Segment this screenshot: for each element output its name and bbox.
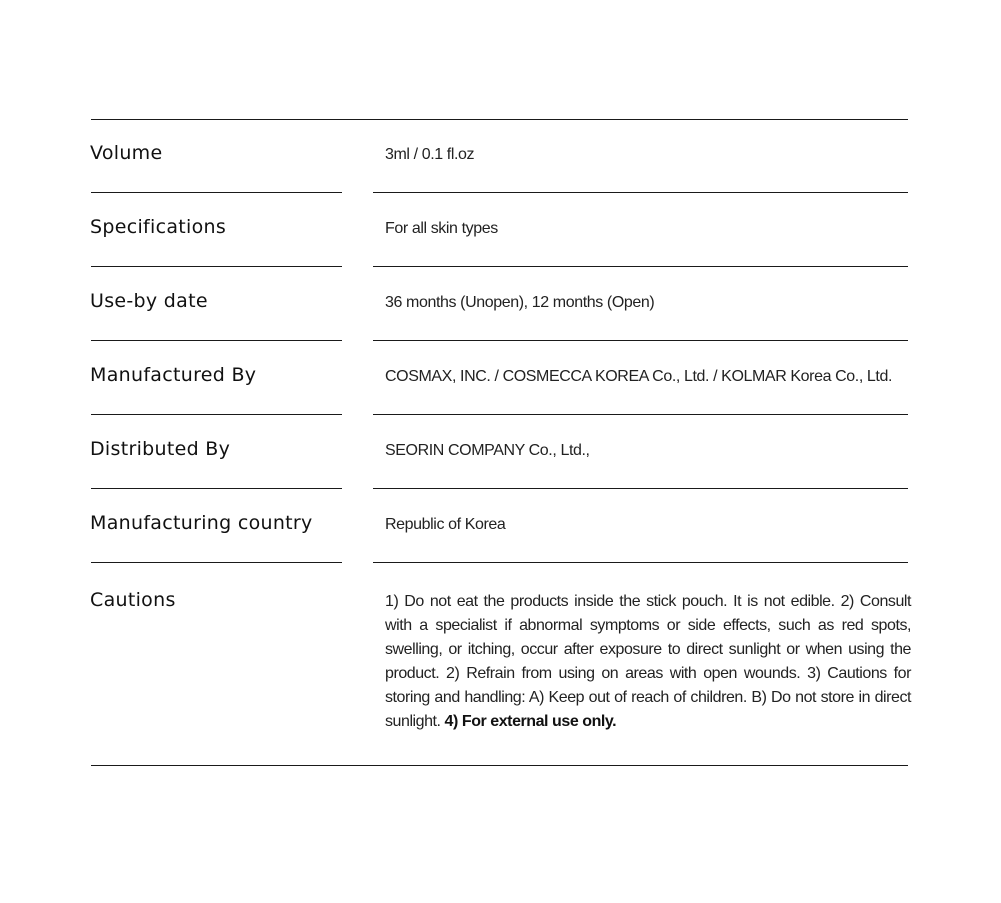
spec-row-manufactured-by xyxy=(91,341,908,415)
spec-label-manufactured-by: Manufactured By xyxy=(90,364,257,386)
spec-row-specifications xyxy=(91,193,908,267)
spec-label-manufacturing-country: Manufacturing country xyxy=(90,512,313,534)
spec-label-distributed-by: Distributed By xyxy=(90,438,231,460)
spec-row-use-by-date xyxy=(91,267,908,341)
spec-value-volume: 3ml / 0.1 fl.oz xyxy=(385,146,475,163)
table-bottom-rule xyxy=(91,765,908,766)
spec-row-cautions xyxy=(90,563,911,765)
spec-row-distributed-by xyxy=(91,415,908,489)
spec-value-manufacturing-country: Republic of Korea xyxy=(385,516,506,533)
spec-row-volume xyxy=(91,119,908,193)
cautions-external-use-emphasis: 4) For external use only. xyxy=(444,713,617,730)
spec-value-cautions xyxy=(385,590,911,734)
spec-label-cautions: Cautions xyxy=(90,589,176,611)
spec-label-volume: Volume xyxy=(90,142,163,164)
spec-label-use-by-date: Use-by date xyxy=(90,290,208,312)
spec-value-distributed-by: SEORIN COMPANY Co., Ltd., xyxy=(385,442,590,459)
spec-row-manufacturing-country xyxy=(91,489,908,563)
cautions-body-text: 1) Do not eat the products inside the stick pouch. It is not edible. 2) Consult with a specialist if abnormal symptoms or side effects, such as red spots, swelling, or itching, occur after exposure to direct sunlight or when using the product. 2) Refrain from using on areas with open wounds. 3) Cautions for storing and handling: A) Keep out of reach of children. B) Do not store in direct sunlight. xyxy=(385,593,911,730)
spec-value-specifications: For all skin types xyxy=(385,220,498,237)
spec-label-specifications: Specifications xyxy=(90,216,227,238)
spec-value-manufactured-by: COSMAX, INC. / COSMECCA KOREA Co., Ltd. / KOLMAR Korea Co., Ltd. xyxy=(385,368,893,385)
spec-value-use-by-date: 36 months (Unopen), 12 months (Open) xyxy=(385,294,655,311)
